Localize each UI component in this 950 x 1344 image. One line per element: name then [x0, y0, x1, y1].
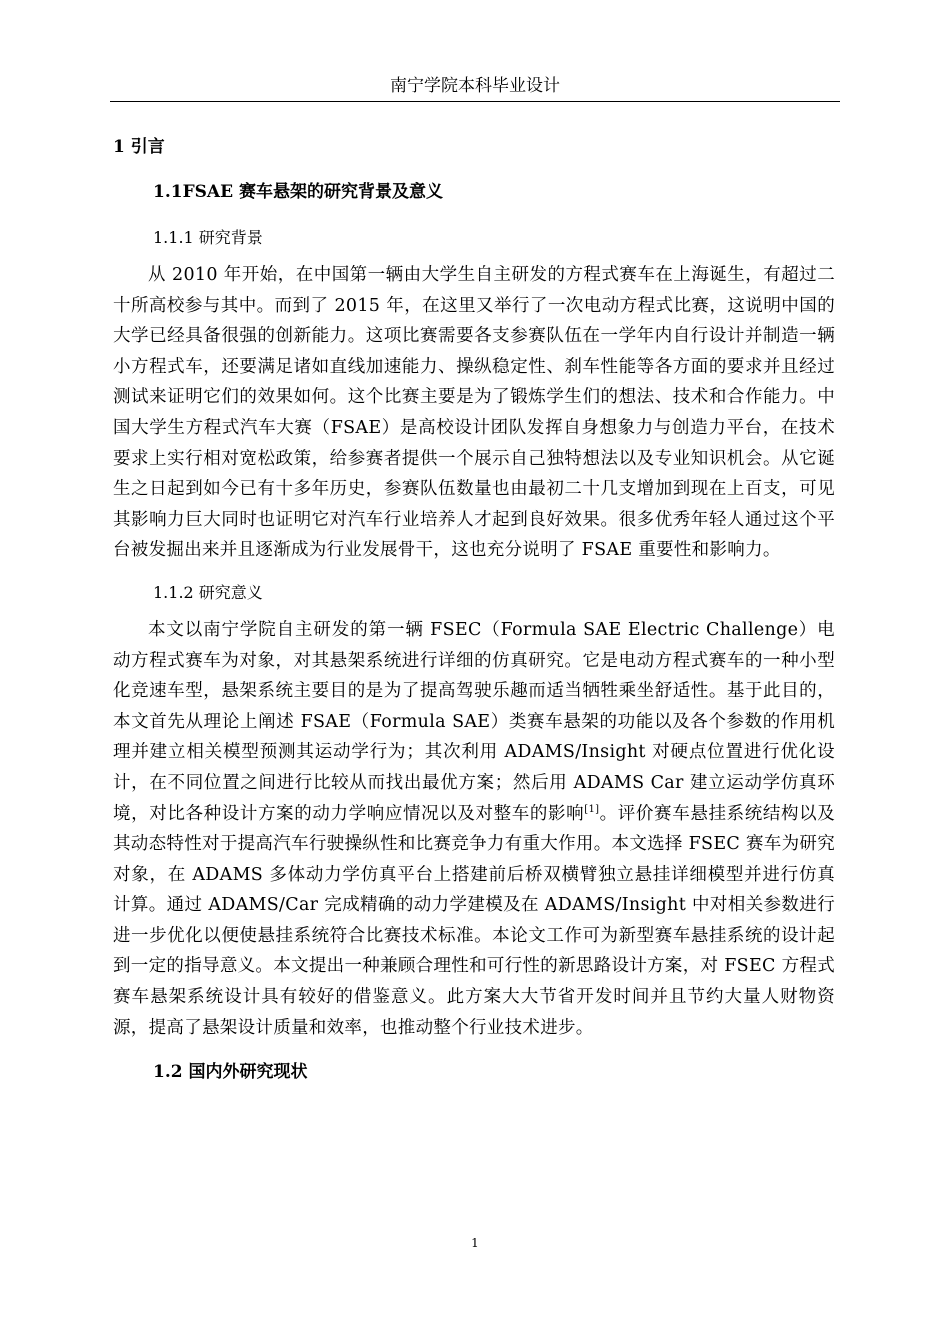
citation-reference: [1]	[584, 803, 600, 815]
paragraph-text-part-2: 。评价赛车悬挂系统结构以及其动态特性对于提高汽车行驶操纵性和比赛竞争力有重大作用。本文选择 FSEC 赛车为研究对象，在 ADAMS 多体动力学仿真平台上搭建前后桥双横臂独立悬挂详细模型并进行仿真计算。通过 ADAMS/Car 完成精确的动力学建模及在 ADAMS/Insight 中对相关参数进行进一步优化以便使悬挂系统符合比赛技术标准。本论文工作可为新型赛车悬挂系统的设计起到一定的指导意义。本文提出一种兼顾合理性和可行性的新思路设计方案，对 FSEC 方程式赛车悬架系统设计具有较好的借鉴意义。此方案大大节省开发时间并且节约大量人财物资源，提高了悬架设计质量和效率，也推动整个行业技术进步。	[113, 803, 835, 1038]
paragraph-research-significance	[113, 615, 835, 1043]
section-heading-1-1: 1.1FSAE 赛车悬架的研究背景及意义	[153, 182, 443, 202]
paragraph-research-background: 从 2010 年开始，在中国第一辆由大学生自主研发的方程式赛车在上海诞生，有超过二十所高校参与其中。而到了 2015 年，在这里又举行了一次电动方程式比赛，这说明中国的大学已经具备很强的创新能力。这项比赛需要各支参赛队伍在一学年内自行设计并制造一辆小方程式车，还要满足诸如直线加速能力、操纵稳定性、刹车性能等各方面的要求并且经过测试来证明它们的效果如何。这个比赛主要是为了锻炼学生们的想法、技术和合作能力。中国大学生方程式汽车大赛（FSAE）是高校设计团队发挥自身想象力与创造力平台，在技术要求上实行相对宽松政策，给参赛者提供一个展示自己独特想法以及专业知识机会。从它诞生之日起到如今已有十多年历史，参赛队伍数量也由最初二十几支增加到现在上百支，可见其影响力巨大同时也证明它对汽车行业培养人才起到良好效果。很多优秀年轻人通过这个平台被发掘出来并且逐渐成为行业发展骨干，这也充分说明了 FSAE 重要性和影响力。	[113, 265, 835, 561]
page-header: 南宁学院本科毕业设计	[390, 76, 560, 96]
paragraph-text-part-1: 本文以南宁学院自主研发的第一辆 FSEC（Formula SAE Electric Challenge）电动方程式赛车为对象，对其悬架系统进行详细的仿真研究。它是电动方程式赛车的一种小型化竞速车型，悬架系统主要目的是为了提高驾驶乐趣而适当牺牲乘坐舒适性。基于此目的，本文首先从理论上阐述 FSAE（Formula SAE）类赛车悬架的功能以及各个参数的作用机理并建立相关模型预测其运动学行为；其次利用 ADAMS/Insight 对硬点位置进行优化设计，在不同位置之间进行比较从而找出最优方案；然后用 ADAMS Car 建立运动学仿真环境，对比各种设计方案的动力学响应情况以及对整车的影响	[113, 619, 835, 824]
document-body	[113, 125, 835, 1095]
page-number: 1	[471, 1236, 479, 1250]
section-heading-1: 1 引言	[113, 137, 165, 157]
section-heading-1-2: 1.2 国内外研究现状	[153, 1062, 308, 1083]
header-divider	[110, 101, 840, 102]
section-heading-1-1-1: 1.1.1 研究背景	[153, 228, 263, 247]
section-heading-1-1-2: 1.1.2 研究意义	[153, 582, 263, 602]
